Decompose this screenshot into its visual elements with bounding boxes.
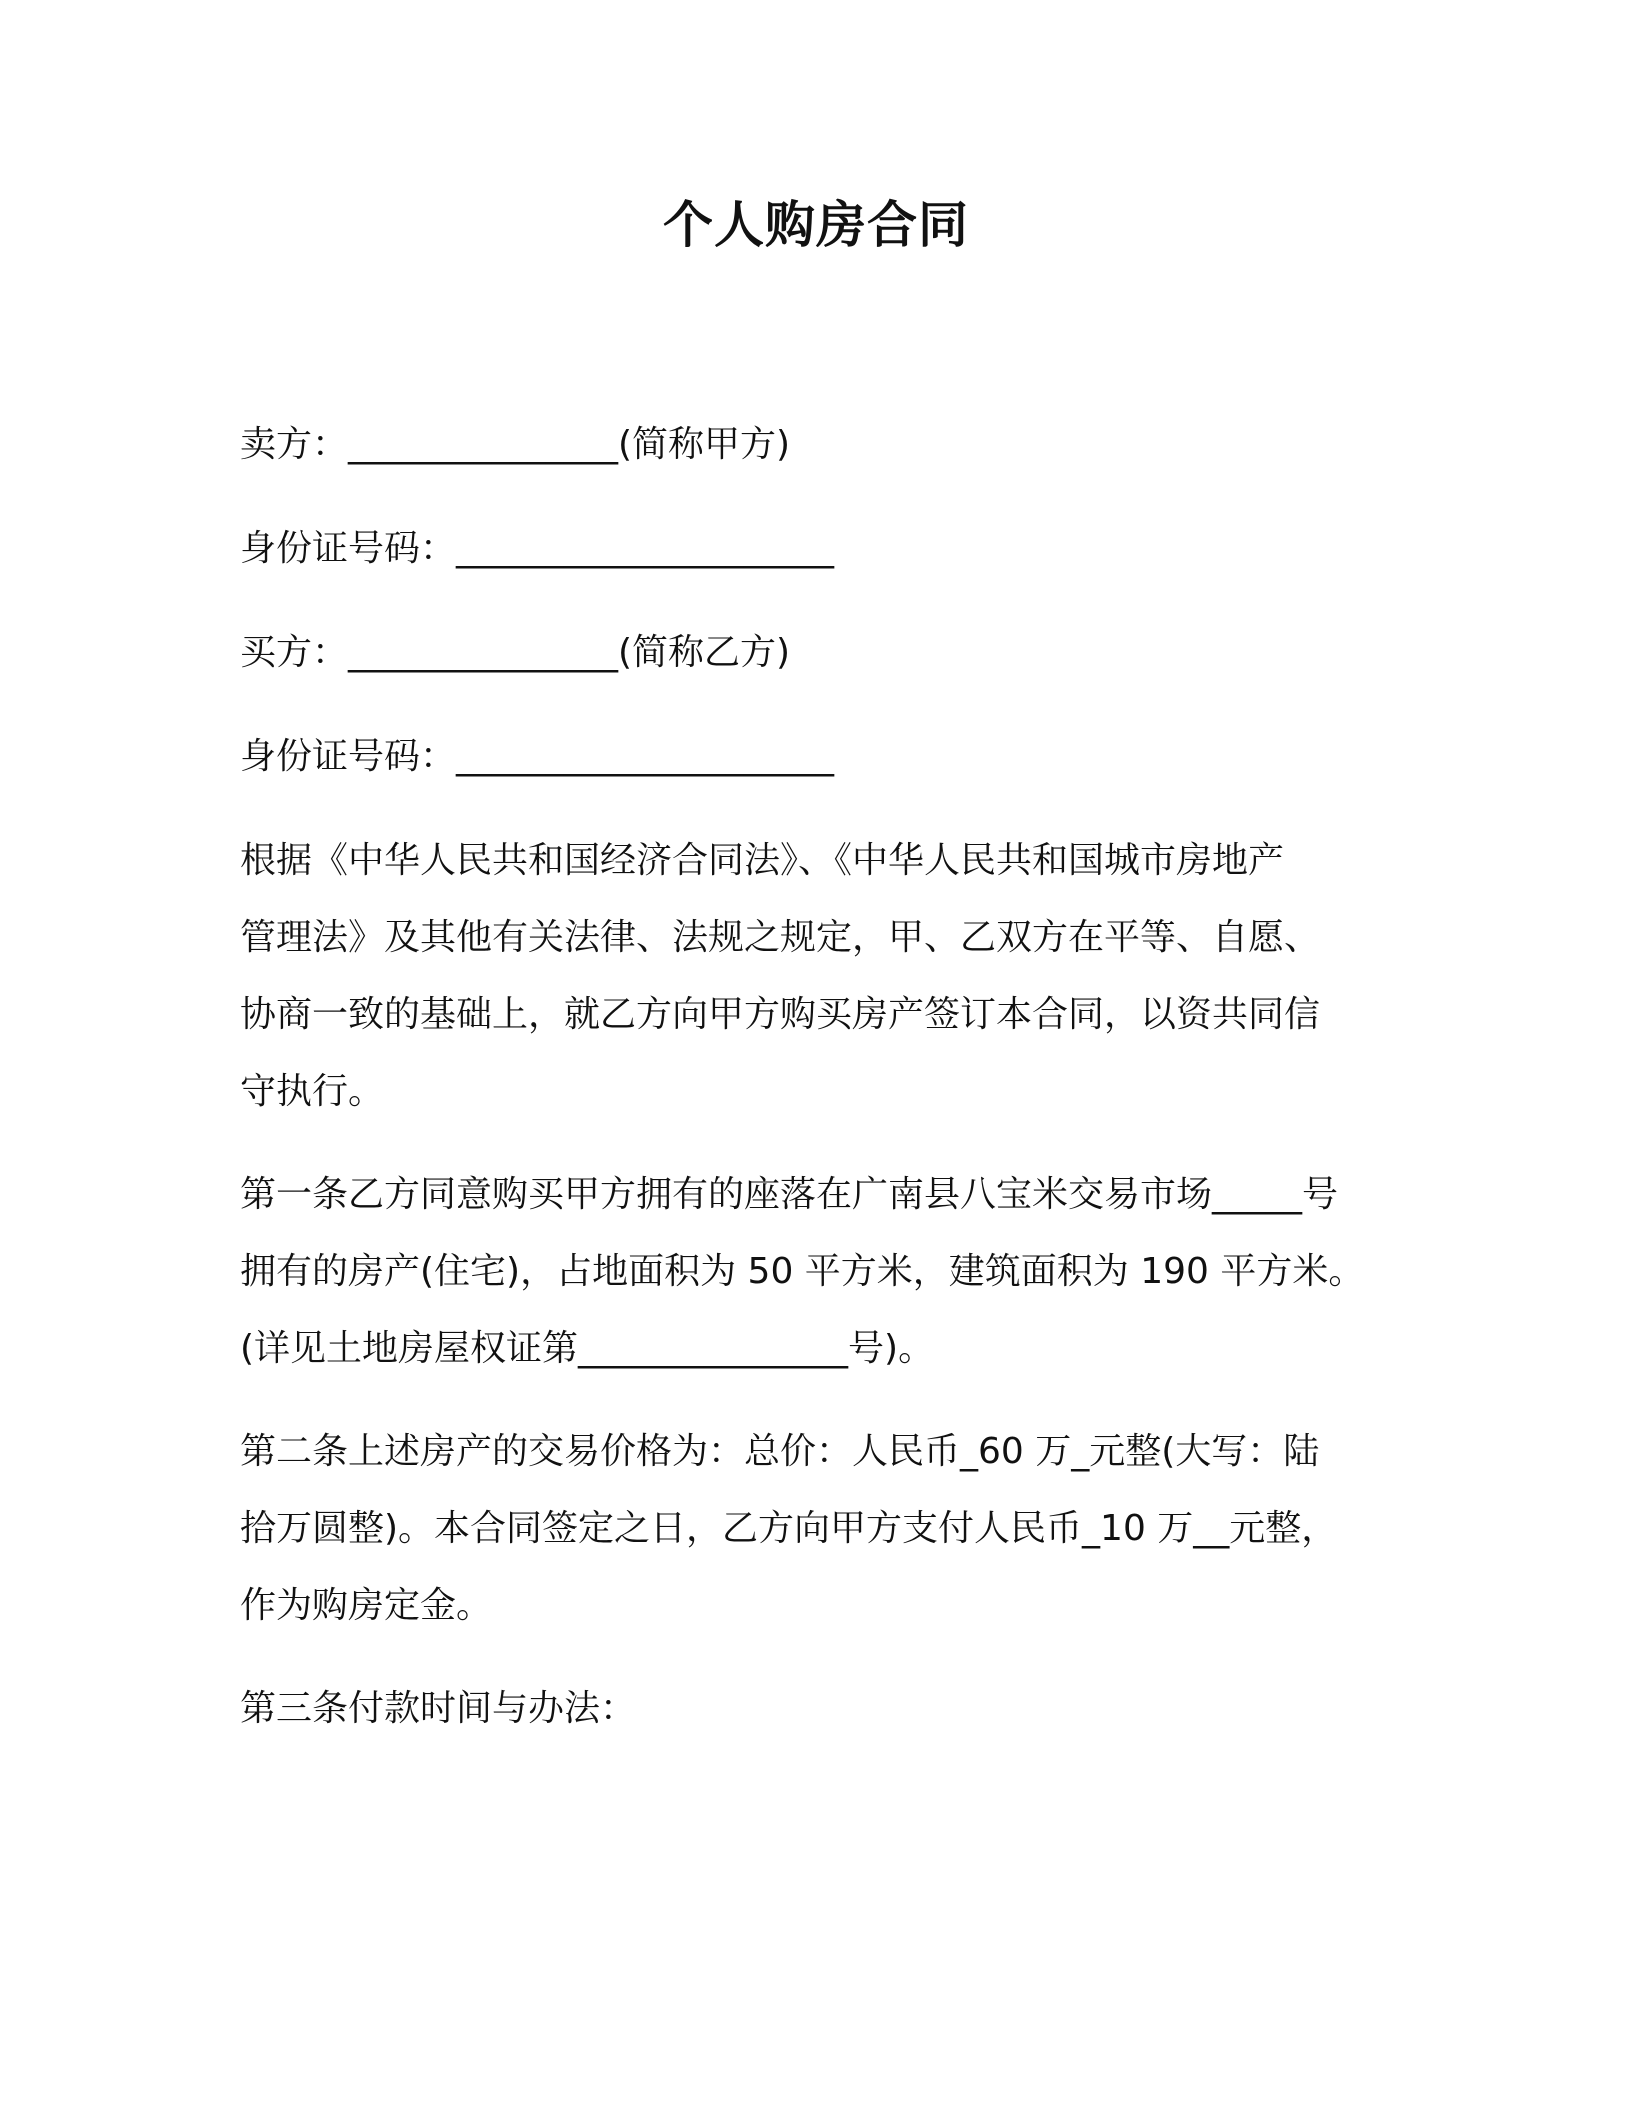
preamble-line-4: 守执行。 — [240, 1071, 385, 1112]
buyer-line: 买方：_______________(简称乙方) — [240, 632, 791, 673]
preamble-line-3: 协商一致的基础上，就乙方向甲方购买房产签订本合同，以资共同信 — [240, 994, 1321, 1035]
article2-line-3: 作为购房定金。 — [240, 1585, 493, 1626]
seller-id-line: 身份证号码：_____________________ — [240, 528, 835, 569]
article3-heading: 第三条付款时间与办法： — [240, 1688, 637, 1729]
buyer-id-line: 身份证号码：_____________________ — [240, 736, 835, 777]
preamble-line-1: 根据《中华人民共和国经济合同法》、《中华人民共和国城市房地产 — [240, 840, 1285, 881]
seller-line: 卖方：_______________(简称甲方) — [240, 424, 791, 465]
article1-line-2: 拥有的房产(住宅)，占地面积为 50 平方米，建筑面积为 190 平方米。 — [240, 1251, 1365, 1292]
preamble-line-2: 管理法》及其他有关法律、法规之规定，甲、乙双方在平等、自愿、 — [240, 917, 1321, 958]
article1-line-1: 第一条乙方同意购买甲方拥有的座落在广南县八宝米交易市场_____号 — [240, 1174, 1339, 1215]
document-title: 个人购房合同 — [663, 196, 969, 254]
article2-line-2: 拾万圆整)。本合同签定之日，乙方向甲方支付人民币_10 万__元整， — [240, 1508, 1338, 1549]
article1-line-3: (详见土地房屋权证第_______________号)。 — [240, 1328, 935, 1369]
article2-line-1: 第二条上述房产的交易价格为：总价：人民币_60 万_元整(大写：陆 — [240, 1431, 1320, 1472]
